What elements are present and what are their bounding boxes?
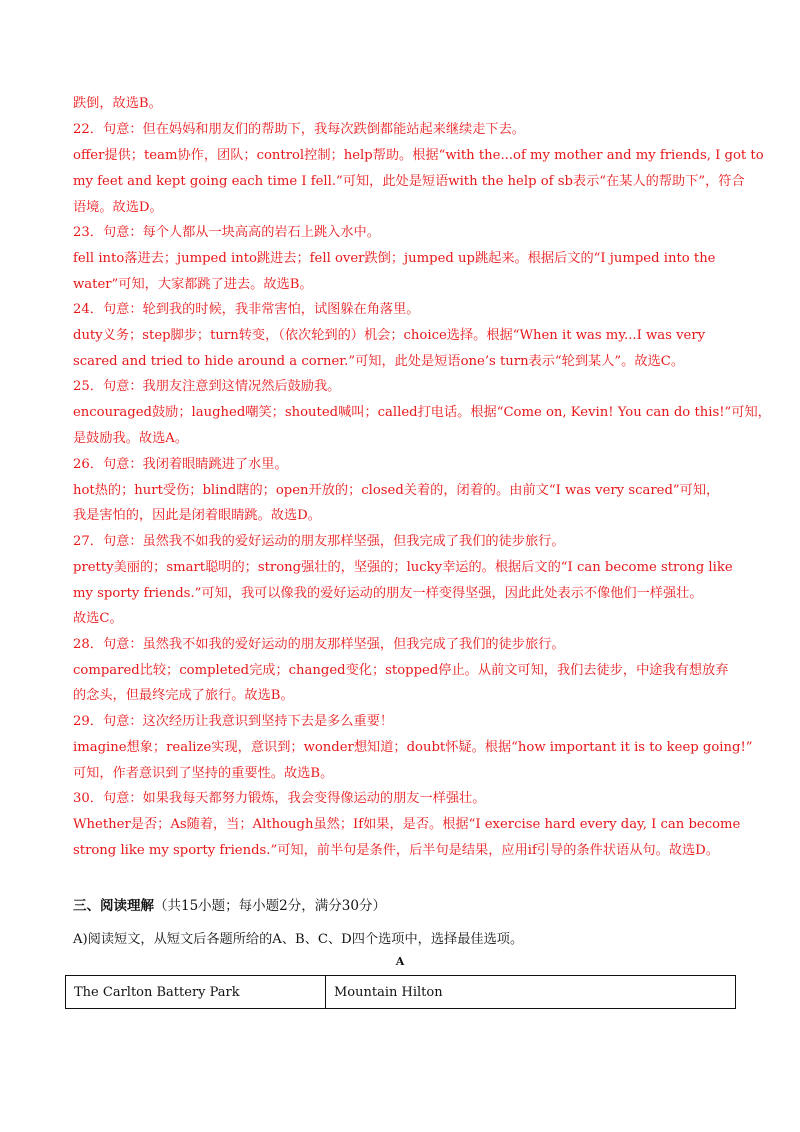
section-instructions: A)阅读短文，从短文后各题所给的A、B、C、D四个选项中，选择最佳选项。 <box>73 932 524 947</box>
text-line: encouraged鼓励；laughed嘲笑；shouted喊叫；called打电话。根据“Come on, Kevin! You can do this!”可知， <box>73 405 771 420</box>
text-line: fell into落进去；jumped into跳进去；fell over跌倒；jumped up跳起来。根据后文的“I jumped into the <box>73 251 716 266</box>
text-line: hot热的；hurt受伤；blind瞎的；open开放的；closed关着的，闭着的。由前文“I was very scared”可知， <box>73 483 720 498</box>
text-line: 24．句意：轮到我的时候，我非常害怕，试图躲在角落里。 <box>73 302 420 317</box>
text-line: 我是害怕的，因此是闭着眼睛跳。故选D。 <box>73 508 321 523</box>
text-line: 是鼓励我。故选A。 <box>73 431 189 446</box>
text-line: offer提供；team协作，团队；control控制；help帮助。根据“with the...of my mother and my friends, I got to <box>73 148 764 163</box>
table-cell: Mountain Hilton <box>326 976 736 1009</box>
text-line: 25．句意：我朋友注意到这情况然后鼓励我。 <box>73 379 341 394</box>
text-line: my sporty friends.”可知，我可以像我的爱好运动的朋友一样变得坚强，因此此处表示不像他们一样强壮。 <box>73 586 703 601</box>
table-cell: The Carlton Battery Park <box>66 976 326 1009</box>
table-row <box>66 976 736 1009</box>
section-heading-bold: 三、阅读理解 <box>73 898 154 914</box>
text-line: 故选C。 <box>73 611 123 626</box>
text-line: 语境。故选D。 <box>73 200 163 215</box>
text-line: scared and tried to hide around a corner.”可知，此处是短语one’s turn表示“轮到某人”。故选C。 <box>73 354 685 369</box>
text-line: water”可知，大家都跳了进去。故选B。 <box>73 277 313 292</box>
text-line: 30．句意：如果我每天都努力锻炼，我会变得像运动的朋友一样强壮。 <box>73 791 486 806</box>
text-line: 22．句意：但在妈妈和朋友们的帮助下，我每次跌倒都能站起来继续走下去。 <box>73 122 525 137</box>
text-line: 28．句意：虽然我不如我的爱好运动的朋友那样坚强，但我完成了我们的徒步旅行。 <box>73 637 565 652</box>
section-heading-detail: （共15小题；每小题2分，满分30分） <box>154 898 386 914</box>
text-line: compared比较；completed完成；changed变化；stopped停止。从前文可知，我们去徒步，中途我有想放弃 <box>73 663 729 678</box>
text-line: duty义务；step脚步；turn转变，（依次轮到的）机会；choice选择。根据“When it was my...I was very <box>73 328 706 343</box>
text-line: 27．句意：虽然我不如我的爱好运动的朋友那样坚强，但我完成了我们的徒步旅行。 <box>73 534 565 549</box>
section-heading <box>73 894 386 914</box>
passage-label: A <box>395 955 405 968</box>
text-line: 23．句意：每个人都从一块高高的岩石上跳入水中。 <box>73 225 380 240</box>
hotel-table <box>65 975 736 1009</box>
text-line: 的念头，但最终完成了旅行。故选B。 <box>73 688 294 703</box>
text-line: Whether是否；As随着，当；Although虽然；If如果，是否。根据“I exercise hard every day, I can become <box>73 817 741 832</box>
text-line: 29．句意：这次经历让我意识到坚持下去是多么重要！ <box>73 714 394 729</box>
text-line: imagine想象；realize实现，意识到；wonder想知道；doubt怀疑。根据“how important it is to keep going!” <box>73 740 753 755</box>
text-line: 可知，作者意识到了坚持的重要性。故选B。 <box>73 766 334 781</box>
text-line: strong like my sporty friends.”可知，前半句是条件，后半句是结果，应用if引导的条件状语从句。故选D。 <box>73 843 719 858</box>
text-line: 26．句意：我闭着眼睛跳进了水里。 <box>73 457 288 472</box>
text-line: pretty美丽的；smart聪明的；strong强壮的，坚强的；lucky幸运的。根据后文的“I can become strong like <box>73 560 733 575</box>
text-line: 跌倒，故选B。 <box>73 96 162 111</box>
text-line: my feet and kept going each time I fell.”可知，此处是短语with the help of sb表示“在某人的帮助下”，符合 <box>73 174 745 189</box>
